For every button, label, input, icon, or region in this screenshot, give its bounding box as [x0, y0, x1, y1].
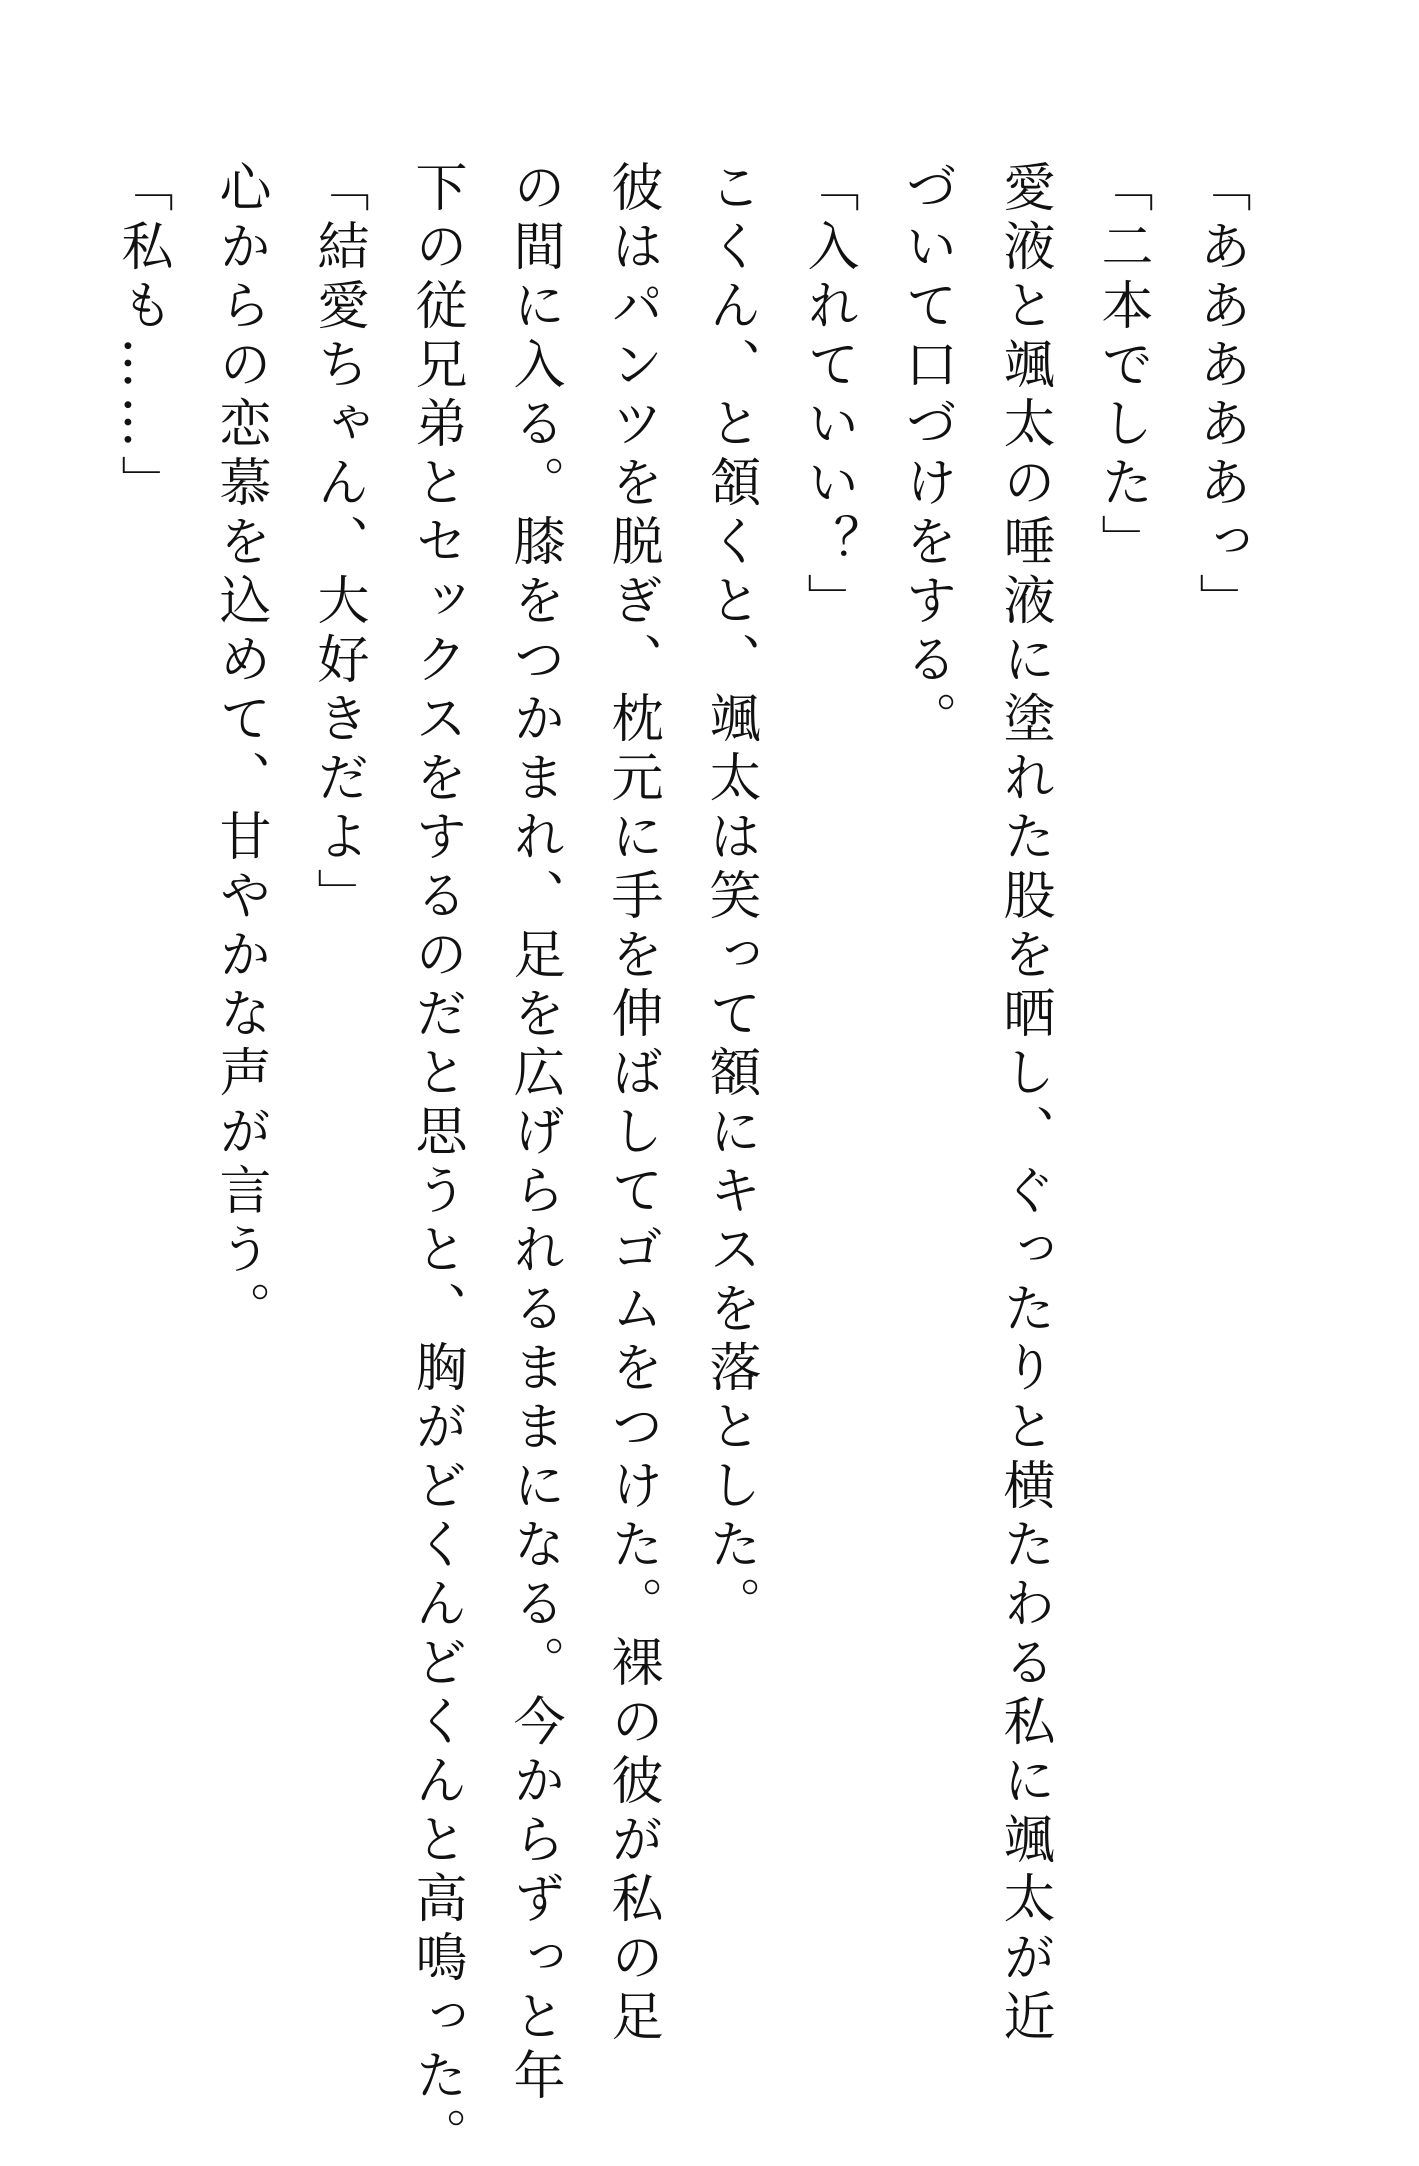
text-line-6: こくん、と頷くと、颯太は笑って額にキスを落とした。 — [700, 160, 760, 1635]
text-line-3: 愛液と颯太の唾液に塗れた股を晒し、ぐったりと横たわる私に颯太が近 — [994, 160, 1054, 2048]
text-line-10: 「結愛ちゃん、大好きだよ」 — [308, 160, 368, 927]
text-line-1: 「あああああっ」 — [1190, 160, 1250, 632]
text-line-8: の間に入る。膝をつかまれ、足を広げられるままになる。今からずっと年 — [504, 160, 564, 2107]
text-line-12: 「私も……」 — [112, 160, 172, 514]
text-line-2: 「二本でした」 — [1092, 160, 1152, 573]
vertical-text-body — [93, 160, 1269, 2166]
text-line-7: 彼はパンツを脱ぎ、枕元に手を伸ばしてゴムをつけた。裸の彼が私の足 — [602, 160, 662, 2048]
text-line-11: 心からの恋慕を込めて、甘やかな声が言う。 — [210, 160, 270, 1340]
text-line-9: 下の従兄弟とセックスをするのだと思うと、胸がどくんどくんと高鳴った。 — [406, 160, 466, 2166]
text-line-5: 「入れていい？」 — [798, 160, 858, 632]
text-line-4: づいて口づけをする。 — [896, 160, 956, 750]
